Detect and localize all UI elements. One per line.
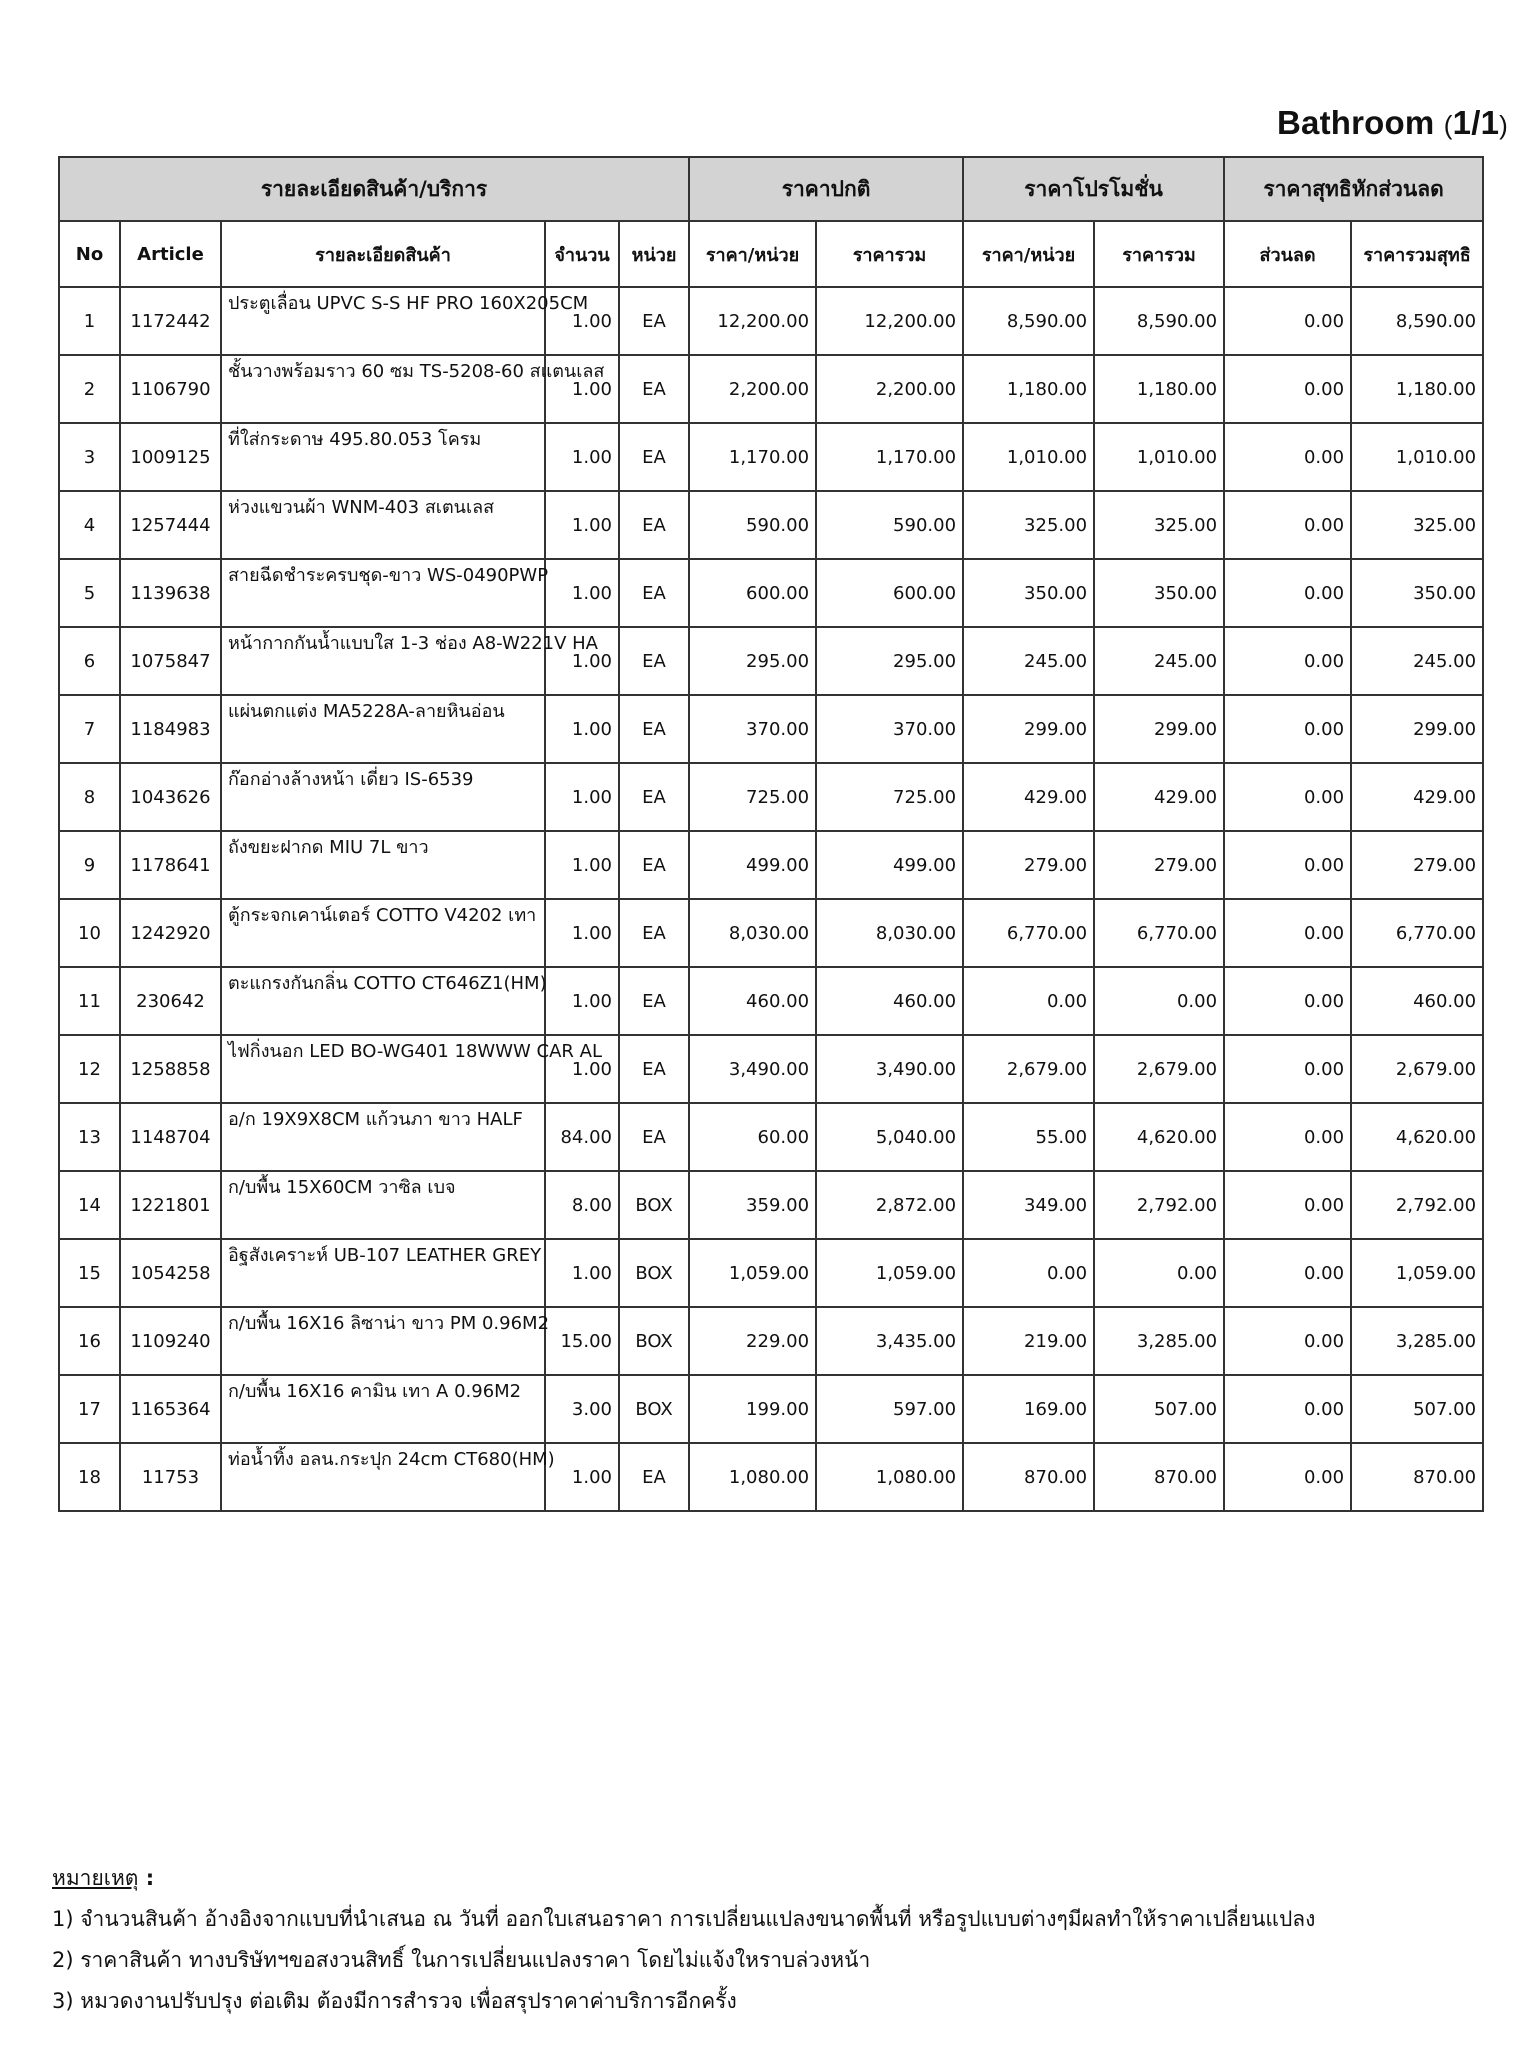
row-promo-total: 2,792.00 <box>1094 1171 1224 1239</box>
table-row <box>59 491 1483 559</box>
row-desc: ถังขยะฝากด MIU 7L ขาว <box>221 831 545 899</box>
col-qty: จำนวน <box>545 221 619 287</box>
row-desc: ก/บพื้น 16X16 ลิซาน่า ขาว PM 0.96M2 <box>221 1307 545 1375</box>
col-promo-unit-price: ราคา/หน่วย <box>963 221 1094 287</box>
row-qty: 1.00 <box>545 423 619 491</box>
row-promo-unit-price: 2,679.00 <box>963 1035 1094 1103</box>
row-discount: 0.00 <box>1224 423 1351 491</box>
row-qty: 1.00 <box>545 763 619 831</box>
row-desc: ตะแกรงกันกลิ่น COTTO CT646Z1(HM) <box>221 967 545 1035</box>
row-unit-price: 370.00 <box>689 695 816 763</box>
row-unit: EA <box>619 355 689 423</box>
row-unit-price: 199.00 <box>689 1375 816 1443</box>
row-promo-total: 299.00 <box>1094 695 1224 763</box>
row-desc: แผ่นตกแต่ง MA5228A-ลายหินอ่อน <box>221 695 545 763</box>
row-desc: ที่ใส่กระดาษ 495.80.053 โครม <box>221 423 545 491</box>
row-promo-unit-price: 55.00 <box>963 1103 1094 1171</box>
row-article: 1043626 <box>120 763 221 831</box>
row-promo-total: 1,180.00 <box>1094 355 1224 423</box>
row-desc: ก๊อกอ่างล้างหน้า เดี่ยว IS-6539 <box>221 763 545 831</box>
row-promo-total: 245.00 <box>1094 627 1224 695</box>
row-total: 597.00 <box>816 1375 963 1443</box>
row-article: 1054258 <box>120 1239 221 1307</box>
row-net-total: 460.00 <box>1351 967 1483 1035</box>
row-unit-price: 1,080.00 <box>689 1443 816 1511</box>
row-desc: หน้ากากกันน้ำแบบใส 1-3 ช่อง A8-W221V HA <box>221 627 545 695</box>
table-row <box>59 1103 1483 1171</box>
row-unit: EA <box>619 491 689 559</box>
row-article: 1178641 <box>120 831 221 899</box>
col-net-total: ราคารวมสุทธิ <box>1351 221 1483 287</box>
row-no: 8 <box>59 763 120 831</box>
row-unit: EA <box>619 695 689 763</box>
row-no: 12 <box>59 1035 120 1103</box>
group-normal-price: ราคาปกติ <box>689 157 963 221</box>
row-unit-price: 1,170.00 <box>689 423 816 491</box>
group-net-price: ราคาสุทธิหักส่วนลด <box>1224 157 1483 221</box>
row-total: 370.00 <box>816 695 963 763</box>
row-article: 1184983 <box>120 695 221 763</box>
row-discount: 0.00 <box>1224 1171 1351 1239</box>
row-promo-unit-price: 429.00 <box>963 763 1094 831</box>
row-qty: 1.00 <box>545 627 619 695</box>
row-no: 7 <box>59 695 120 763</box>
page-title <box>1277 104 1508 142</box>
row-promo-total: 0.00 <box>1094 1239 1224 1307</box>
row-net-total: 1,010.00 <box>1351 423 1483 491</box>
row-desc: ชั้นวางพร้อมราว 60 ซม TS-5208-60 สแตนเลส <box>221 355 545 423</box>
row-desc: อ/ก 19X9X8CM แก้วนภา ขาว HALF <box>221 1103 545 1171</box>
notes-colon: : <box>138 1866 155 1890</box>
row-unit: EA <box>619 1443 689 1511</box>
row-net-total: 8,590.00 <box>1351 287 1483 355</box>
row-discount: 0.00 <box>1224 491 1351 559</box>
row-no: 3 <box>59 423 120 491</box>
table-row <box>59 967 1483 1035</box>
row-unit-price: 60.00 <box>689 1103 816 1171</box>
row-net-total: 2,792.00 <box>1351 1171 1483 1239</box>
table-row <box>59 1307 1483 1375</box>
row-total: 295.00 <box>816 627 963 695</box>
row-desc: ไฟกิ่งนอก LED BO-WG401 18WWW CAR AL <box>221 1035 545 1103</box>
row-promo-unit-price: 0.00 <box>963 1239 1094 1307</box>
table-row <box>59 355 1483 423</box>
row-unit-price: 600.00 <box>689 559 816 627</box>
row-desc: ประตูเลื่อน UPVC S-S HF PRO 160X205CM <box>221 287 545 355</box>
table-row <box>59 763 1483 831</box>
table-body <box>59 287 1483 1511</box>
row-promo-total: 325.00 <box>1094 491 1224 559</box>
row-promo-unit-price: 299.00 <box>963 695 1094 763</box>
row-net-total: 350.00 <box>1351 559 1483 627</box>
row-no: 14 <box>59 1171 120 1239</box>
page-paren-open: ( <box>1443 110 1453 140</box>
row-article: 1106790 <box>120 355 221 423</box>
note-item: 2) ราคาสินค้า ทางบริษัทฯขอสงวนสิทธิ์ ในการเปลี่ยนแปลงราคา โดยไม่แจ้งใหราบล่วงหน้า <box>52 1948 871 1972</box>
table-row <box>59 559 1483 627</box>
table-row <box>59 1239 1483 1307</box>
row-desc: สายฉีดชำระครบชุด-ขาว WS-0490PWP <box>221 559 545 627</box>
row-net-total: 1,059.00 <box>1351 1239 1483 1307</box>
row-no: 18 <box>59 1443 120 1511</box>
page-indicator: 1/1 <box>1452 104 1500 141</box>
row-no: 1 <box>59 287 120 355</box>
row-net-total: 870.00 <box>1351 1443 1483 1511</box>
row-qty: 1.00 <box>545 831 619 899</box>
row-qty: 1.00 <box>545 287 619 355</box>
row-article: 1075847 <box>120 627 221 695</box>
row-discount: 0.00 <box>1224 831 1351 899</box>
row-qty: 8.00 <box>545 1171 619 1239</box>
row-discount: 0.00 <box>1224 899 1351 967</box>
row-total: 12,200.00 <box>816 287 963 355</box>
row-promo-unit-price: 350.00 <box>963 559 1094 627</box>
row-unit: EA <box>619 763 689 831</box>
table-row <box>59 1375 1483 1443</box>
row-discount: 0.00 <box>1224 287 1351 355</box>
col-promo-total: ราคารวม <box>1094 221 1224 287</box>
row-discount: 0.00 <box>1224 1375 1351 1443</box>
table-row <box>59 831 1483 899</box>
row-no: 17 <box>59 1375 120 1443</box>
row-qty: 3.00 <box>545 1375 619 1443</box>
row-net-total: 299.00 <box>1351 695 1483 763</box>
row-total: 5,040.00 <box>816 1103 963 1171</box>
row-no: 5 <box>59 559 120 627</box>
row-article: 1148704 <box>120 1103 221 1171</box>
col-total: ราคารวม <box>816 221 963 287</box>
row-no: 11 <box>59 967 120 1035</box>
row-unit: EA <box>619 967 689 1035</box>
row-promo-total: 1,010.00 <box>1094 423 1224 491</box>
row-unit-price: 2,200.00 <box>689 355 816 423</box>
row-total: 2,200.00 <box>816 355 963 423</box>
row-no: 10 <box>59 899 120 967</box>
row-net-total: 507.00 <box>1351 1375 1483 1443</box>
group-header-row <box>59 157 1483 221</box>
row-unit-price: 12,200.00 <box>689 287 816 355</box>
row-article: 230642 <box>120 967 221 1035</box>
row-promo-unit-price: 169.00 <box>963 1375 1094 1443</box>
row-qty: 1.00 <box>545 967 619 1035</box>
row-discount: 0.00 <box>1224 627 1351 695</box>
note-item: 3) หมวดงานปรับปรุง ต่อเติม ต้องมีการสำรวจ เพื่อสรุปราคาค่าบริการอีกครั้ง <box>52 1989 737 2013</box>
page-paren-close: ) <box>1499 110 1508 140</box>
row-promo-unit-price: 0.00 <box>963 967 1094 1035</box>
row-discount: 0.00 <box>1224 1035 1351 1103</box>
row-promo-unit-price: 219.00 <box>963 1307 1094 1375</box>
row-unit: BOX <box>619 1375 689 1443</box>
row-no: 4 <box>59 491 120 559</box>
row-promo-unit-price: 245.00 <box>963 627 1094 695</box>
row-unit: EA <box>619 1035 689 1103</box>
row-qty: 84.00 <box>545 1103 619 1171</box>
row-promo-total: 350.00 <box>1094 559 1224 627</box>
row-discount: 0.00 <box>1224 967 1351 1035</box>
row-net-total: 279.00 <box>1351 831 1483 899</box>
row-total: 3,435.00 <box>816 1307 963 1375</box>
row-promo-total: 429.00 <box>1094 763 1224 831</box>
row-unit-price: 295.00 <box>689 627 816 695</box>
row-discount: 0.00 <box>1224 1239 1351 1307</box>
row-discount: 0.00 <box>1224 1443 1351 1511</box>
row-desc: ก/บพื้น 16X16 คามิน เทา A 0.96M2 <box>221 1375 545 1443</box>
table-row <box>59 1443 1483 1511</box>
row-desc: ท่อน้ำทิ้ง อลน.กระปุก 24cm CT680(HM) <box>221 1443 545 1511</box>
row-article: 1109240 <box>120 1307 221 1375</box>
row-qty: 1.00 <box>545 899 619 967</box>
row-discount: 0.00 <box>1224 355 1351 423</box>
row-discount: 0.00 <box>1224 1307 1351 1375</box>
row-total: 2,872.00 <box>816 1171 963 1239</box>
row-total: 3,490.00 <box>816 1035 963 1103</box>
row-promo-unit-price: 1,010.00 <box>963 423 1094 491</box>
row-total: 1,080.00 <box>816 1443 963 1511</box>
row-no: 9 <box>59 831 120 899</box>
row-total: 460.00 <box>816 967 963 1035</box>
row-article: 1172442 <box>120 287 221 355</box>
row-net-total: 6,770.00 <box>1351 899 1483 967</box>
row-qty: 1.00 <box>545 1239 619 1307</box>
notes-heading: หมายเหตุ <box>52 1866 139 1890</box>
row-promo-total: 870.00 <box>1094 1443 1224 1511</box>
row-promo-total: 3,285.00 <box>1094 1307 1224 1375</box>
row-total: 590.00 <box>816 491 963 559</box>
row-unit-price: 460.00 <box>689 967 816 1035</box>
row-promo-unit-price: 325.00 <box>963 491 1094 559</box>
row-promo-unit-price: 8,590.00 <box>963 287 1094 355</box>
row-qty: 1.00 <box>545 355 619 423</box>
row-total: 8,030.00 <box>816 899 963 967</box>
row-unit: EA <box>619 423 689 491</box>
row-total: 725.00 <box>816 763 963 831</box>
row-total: 499.00 <box>816 831 963 899</box>
row-promo-total: 6,770.00 <box>1094 899 1224 967</box>
row-unit-price: 8,030.00 <box>689 899 816 967</box>
row-promo-unit-price: 870.00 <box>963 1443 1094 1511</box>
row-no: 16 <box>59 1307 120 1375</box>
row-no: 2 <box>59 355 120 423</box>
table-row <box>59 899 1483 967</box>
row-promo-total: 4,620.00 <box>1094 1103 1224 1171</box>
notes-heading-line <box>52 1858 1315 1899</box>
row-discount: 0.00 <box>1224 559 1351 627</box>
row-article: 1139638 <box>120 559 221 627</box>
table-row <box>59 423 1483 491</box>
row-promo-unit-price: 6,770.00 <box>963 899 1094 967</box>
column-header-row <box>59 221 1483 287</box>
row-unit-price: 3,490.00 <box>689 1035 816 1103</box>
row-desc: อิฐสังเคราะห์ UB-107 LEATHER GREY <box>221 1239 545 1307</box>
row-net-total: 3,285.00 <box>1351 1307 1483 1375</box>
row-article: 1009125 <box>120 423 221 491</box>
row-desc: ตู้กระจกเคาน์เตอร์ COTTO V4202 เทา <box>221 899 545 967</box>
row-desc: ห่วงแขวนผ้า WNM-403 สเตนเลส <box>221 491 545 559</box>
row-qty: 1.00 <box>545 491 619 559</box>
group-details: รายละเอียดสินค้า/บริการ <box>59 157 689 221</box>
table-row <box>59 1171 1483 1239</box>
table-row <box>59 627 1483 695</box>
row-unit: BOX <box>619 1239 689 1307</box>
row-unit: EA <box>619 899 689 967</box>
row-unit: BOX <box>619 1307 689 1375</box>
col-desc: รายละเอียดสินค้า <box>221 221 545 287</box>
row-net-total: 245.00 <box>1351 627 1483 695</box>
row-article: 1257444 <box>120 491 221 559</box>
col-no: No <box>59 221 120 287</box>
row-discount: 0.00 <box>1224 763 1351 831</box>
row-qty: 1.00 <box>545 1035 619 1103</box>
row-unit: BOX <box>619 1171 689 1239</box>
row-desc: ก/บพื้น 15X60CM วาซิล เบจ <box>221 1171 545 1239</box>
row-no: 6 <box>59 627 120 695</box>
row-article: 1258858 <box>120 1035 221 1103</box>
row-unit-price: 229.00 <box>689 1307 816 1375</box>
row-qty: 1.00 <box>545 695 619 763</box>
note-item: 1) จำนวนสินค้า อ้างอิงจากแบบที่นำเสนอ ณ วันที่ ออกใบเสนอราคา การเปลี่ยนแปลงขนาดพื้นที่ หรือรูปแบบต่างๆมีผลทำให้ราคาเปลี่ยนแปลง <box>52 1907 1316 1931</box>
table-row <box>59 287 1483 355</box>
row-total: 1,059.00 <box>816 1239 963 1307</box>
row-promo-total: 8,590.00 <box>1094 287 1224 355</box>
row-unit: EA <box>619 1103 689 1171</box>
row-unit-price: 725.00 <box>689 763 816 831</box>
row-qty: 1.00 <box>545 1443 619 1511</box>
row-article: 11753 <box>120 1443 221 1511</box>
col-unit-price: ราคา/หน่วย <box>689 221 816 287</box>
col-article: Article <box>120 221 221 287</box>
row-unit: EA <box>619 559 689 627</box>
row-net-total: 4,620.00 <box>1351 1103 1483 1171</box>
row-promo-unit-price: 279.00 <box>963 831 1094 899</box>
table-row <box>59 695 1483 763</box>
col-discount: ส่วนลด <box>1224 221 1351 287</box>
row-net-total: 325.00 <box>1351 491 1483 559</box>
row-qty: 1.00 <box>545 559 619 627</box>
row-promo-total: 279.00 <box>1094 831 1224 899</box>
row-net-total: 1,180.00 <box>1351 355 1483 423</box>
row-promo-total: 0.00 <box>1094 967 1224 1035</box>
row-unit: EA <box>619 287 689 355</box>
section-name: Bathroom <box>1276 104 1435 141</box>
row-no: 13 <box>59 1103 120 1171</box>
row-promo-unit-price: 349.00 <box>963 1171 1094 1239</box>
row-discount: 0.00 <box>1224 695 1351 763</box>
row-unit: EA <box>619 831 689 899</box>
row-unit-price: 359.00 <box>689 1171 816 1239</box>
row-net-total: 429.00 <box>1351 763 1483 831</box>
row-article: 1221801 <box>120 1171 221 1239</box>
row-article: 1242920 <box>120 899 221 967</box>
group-promo-price: ราคาโปรโมชั่น <box>963 157 1224 221</box>
row-net-total: 2,679.00 <box>1351 1035 1483 1103</box>
row-unit-price: 1,059.00 <box>689 1239 816 1307</box>
row-total: 600.00 <box>816 559 963 627</box>
row-promo-total: 507.00 <box>1094 1375 1224 1443</box>
row-unit-price: 590.00 <box>689 491 816 559</box>
row-discount: 0.00 <box>1224 1103 1351 1171</box>
row-unit: EA <box>619 627 689 695</box>
row-total: 1,170.00 <box>816 423 963 491</box>
row-promo-total: 2,679.00 <box>1094 1035 1224 1103</box>
notes-section <box>52 1858 1315 2022</box>
row-article: 1165364 <box>120 1375 221 1443</box>
row-promo-unit-price: 1,180.00 <box>963 355 1094 423</box>
quotation-table <box>58 156 1484 1512</box>
row-no: 15 <box>59 1239 120 1307</box>
row-unit-price: 499.00 <box>689 831 816 899</box>
row-qty: 15.00 <box>545 1307 619 1375</box>
col-unit: หน่วย <box>619 221 689 287</box>
table-row <box>59 1035 1483 1103</box>
